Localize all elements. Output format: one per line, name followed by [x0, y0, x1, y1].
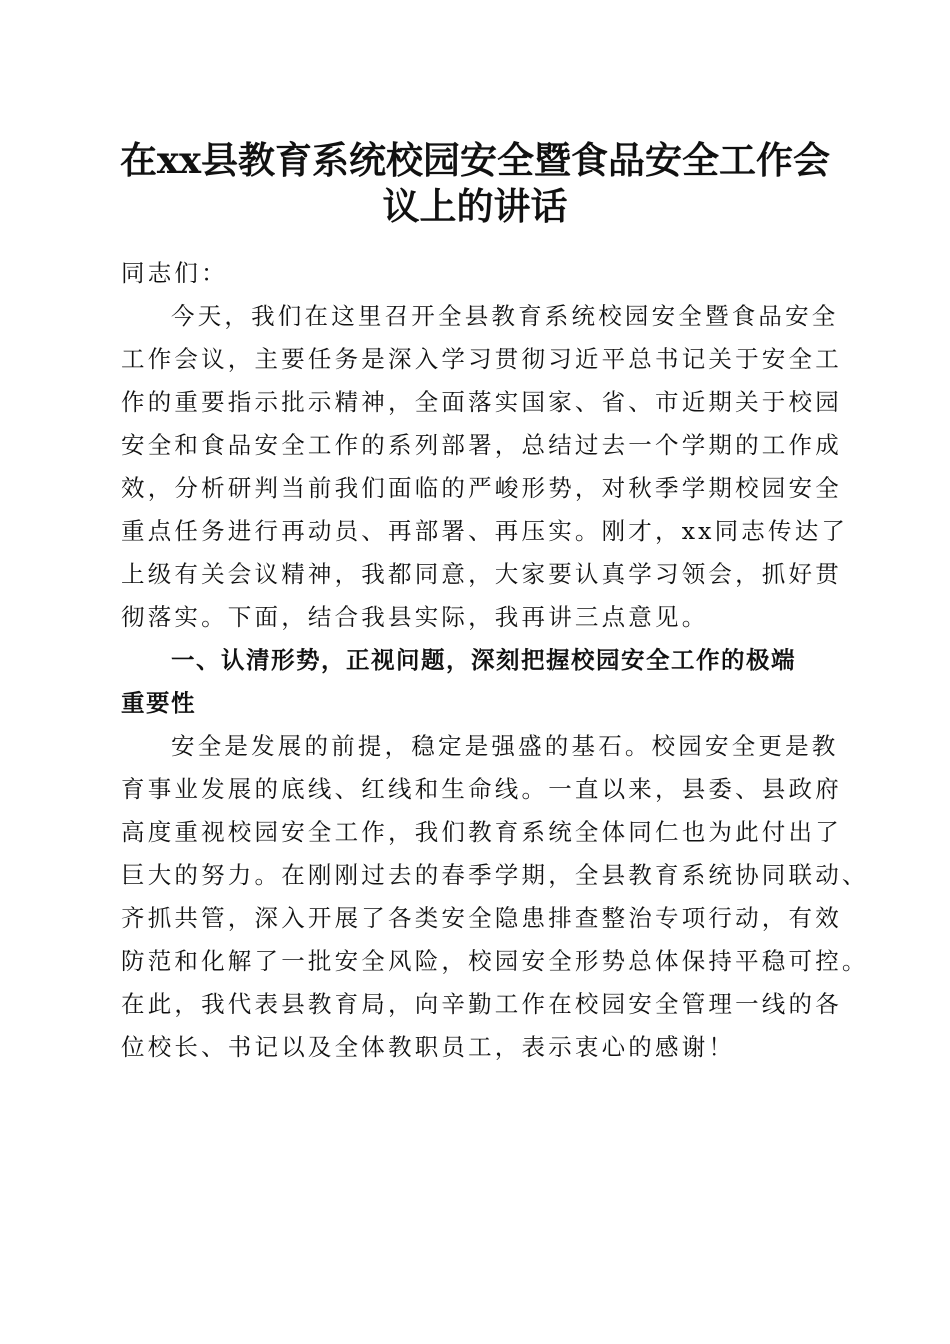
paragraph-1-line: 今天，我们在这里召开全县教育系统校园安全暨食品安全	[171, 302, 839, 330]
paragraph-2-line: 在此，我代表县教育局，向辛勤工作在校园安全管理一线的各	[121, 990, 842, 1018]
paragraph-2-line: 防范和化解了一批安全风险，校园安全形势总体保持平稳可控。	[121, 947, 869, 975]
document-title-line-2: 议上的讲话	[382, 184, 568, 228]
paragraph-2-line: 齐抓共管，深入开展了各类安全隐患排查整治专项行动，有效	[121, 904, 842, 932]
paragraph-1-line: 安全和食品安全工作的系列部署，总结过去一个学期的工作成	[121, 431, 842, 459]
section-heading-1-continued: 重要性	[121, 689, 196, 717]
paragraph-1-line: 彻落实。下面，结合我县实际，我再讲三点意见。	[121, 603, 709, 631]
paragraph-2-line: 巨大的努力。在刚刚过去的春季学期，全县教育系统协同联动、	[121, 861, 869, 889]
section-heading-1: 一、认清形势，正视问题，深刻把握校园安全工作的极端	[171, 646, 796, 674]
paragraph-1-line: 效，分析研判当前我们面临的严峻形势，对秋季学期校园安全	[121, 474, 842, 502]
salutation: 同志们：	[121, 259, 228, 287]
paragraph-2-line: 安全是发展的前提，稳定是强盛的基石。校园安全更是教	[171, 732, 839, 760]
document-title-line-1: 在xx县教育系统校园安全暨食品安全工作会	[119, 138, 831, 182]
paragraph-2-line: 位校长、书记以及全体教职员工，表示衷心的感谢！	[121, 1033, 736, 1061]
paragraph-2-line: 育事业发展的底线、红线和生命线。一直以来，县委、县政府	[121, 775, 842, 803]
document-body	[121, 252, 869, 1069]
paragraph-1-line: 工作会议，主要任务是深入学习贯彻习近平总书记关于安全工	[121, 345, 842, 373]
paragraph-1-line: 重点任务进行再动员、再部署、再压实。刚才，xx同志传达了	[121, 517, 849, 545]
paragraph-2-line: 高度重视校园安全工作，我们教育系统全体同仁也为此付出了	[121, 818, 842, 846]
paragraph-1-line: 作的重要指示批示精神，全面落实国家、省、市近期关于校园	[121, 388, 842, 416]
paragraph-1-line: 上级有关会议精神，我都同意，大家要认真学习领会，抓好贯	[121, 560, 842, 588]
